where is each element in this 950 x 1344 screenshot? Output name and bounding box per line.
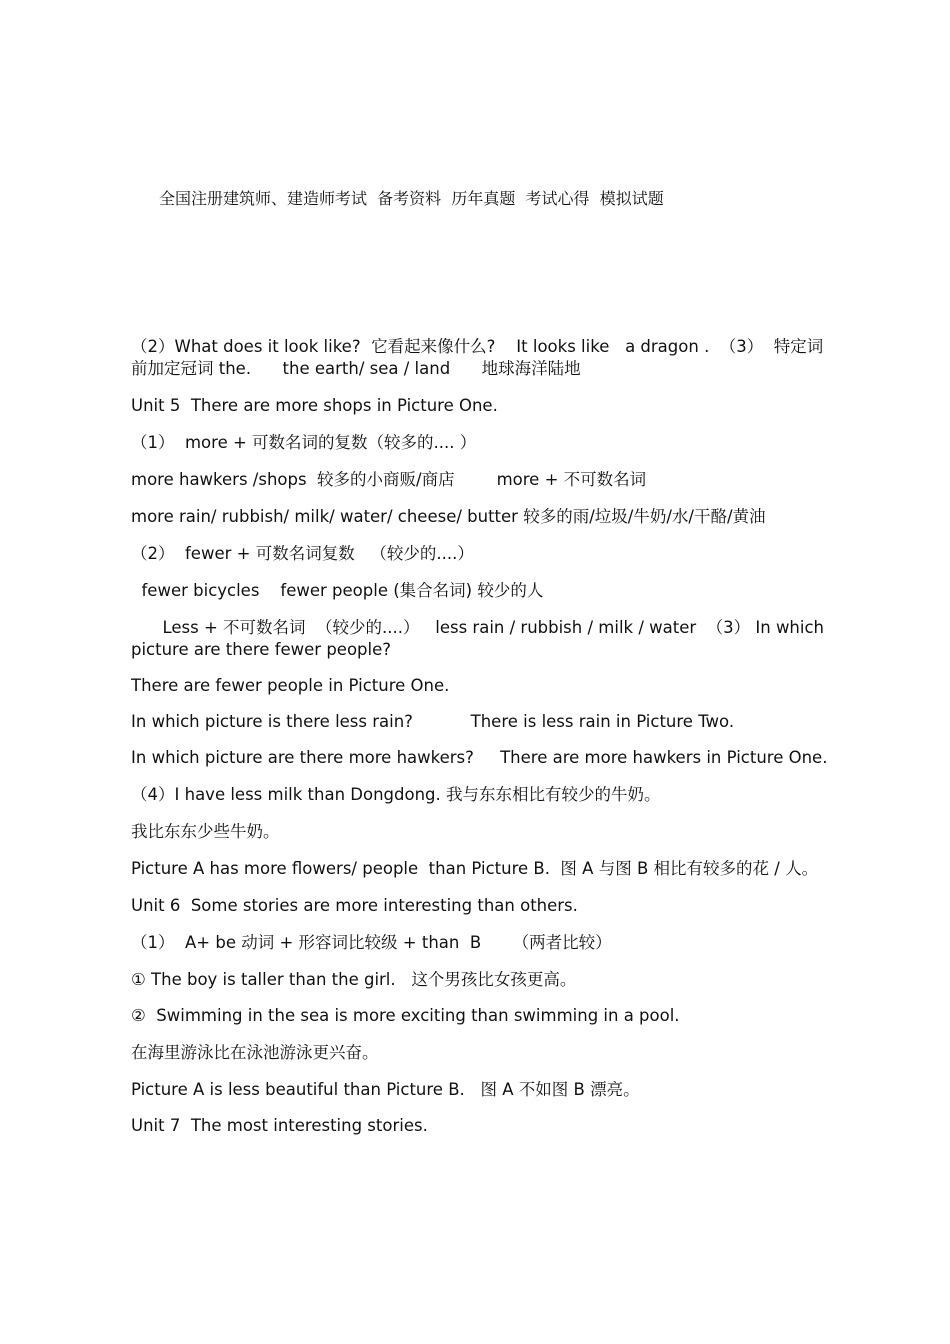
paragraph: fewer bicycles fewer people (集合名词) 较少的人 bbox=[131, 581, 544, 600]
unit-heading: Unit 7 The most interesting stories. bbox=[131, 1116, 428, 1135]
paragraph: more hawkers /shops 较多的小商贩/商店 more + 不可数名词 bbox=[131, 470, 647, 489]
paragraph: In which picture is there less rain? There is less rain in Picture Two. bbox=[131, 712, 735, 731]
paragraph: （2）What does it look like? 它看起来像什么? It looks like a dragon . （3） 特定词前加定冠词 the. the earth/ sea / land 地球海洋陆地 bbox=[131, 337, 824, 378]
document-body bbox=[131, 336, 831, 1137]
paragraph: Less + 不可数名词 （较少的....） less rain / rubbish / milk / water （3） In which picture are there fewer people? bbox=[131, 618, 830, 659]
unit-heading: Unit 5 There are more shops in Picture One. bbox=[131, 396, 498, 415]
unit-heading: Unit 6 Some stories are more interesting than others. bbox=[131, 896, 578, 915]
paragraph: ① The boy is taller than the girl. 这个男孩比女孩更高。 bbox=[131, 970, 577, 989]
paragraph: （2） fewer + 可数名词复数 （较少的....） bbox=[131, 544, 474, 563]
paragraph: 在海里游泳比在泳池游泳更兴奋。 bbox=[131, 1043, 379, 1062]
paragraph: Picture A is less beautiful than Picture B. 图 A 不如图 B 漂亮。 bbox=[131, 1080, 640, 1099]
paragraph: Picture A has more flowers/ people than Picture B. 图 A 与图 B 相比有较多的花 / 人。 bbox=[131, 859, 819, 878]
paragraph: In which picture are there more hawkers? There are more hawkers in Picture One. bbox=[131, 748, 828, 767]
page-header: 全国注册建筑师、建造师考试 备考资料 历年真题 考试心得 模拟试题 bbox=[159, 189, 664, 208]
paragraph: more rain/ rubbish/ milk/ water/ cheese/ butter 较多的雨/垃圾/牛奶/水/干酪/黄油 bbox=[131, 507, 766, 526]
paragraph: （1） more + 可数名词的复数（较多的.... ） bbox=[131, 433, 477, 452]
paragraph: 我比东东少些牛奶。 bbox=[131, 822, 280, 841]
paragraph: （1） A+ be 动词 + 形容词比较级 + than B （两者比较） bbox=[131, 933, 612, 952]
paragraph: There are fewer people in Picture One. bbox=[131, 676, 450, 695]
paragraph: ② Swimming in the sea is more exciting than swimming in a pool. bbox=[131, 1006, 680, 1025]
paragraph: （4）I have less milk than Dongdong. 我与东东相比有较少的牛奶。 bbox=[131, 785, 661, 804]
